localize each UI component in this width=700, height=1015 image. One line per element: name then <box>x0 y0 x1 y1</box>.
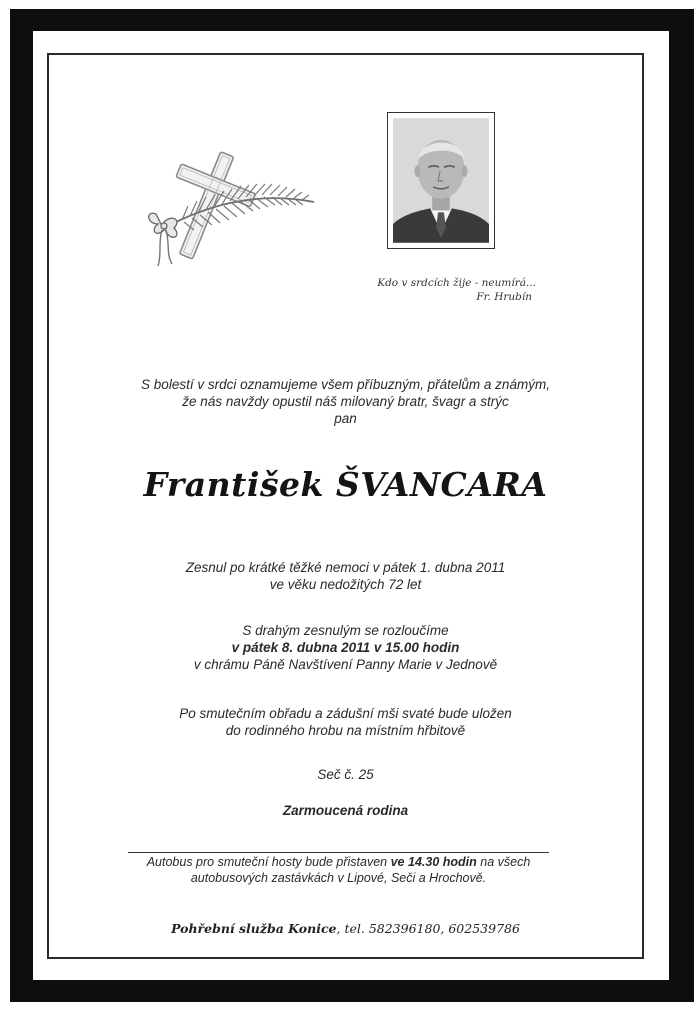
funeral-service-contact: , tel. 582396180, 602539786 <box>336 921 520 936</box>
bus-notice-line-1 <box>128 854 549 870</box>
farewell-line-1: S drahým zesnulým se rozloučíme <box>242 623 449 638</box>
cross-palm-icon <box>142 150 320 270</box>
bus-notice <box>128 854 549 886</box>
farewell-info <box>47 622 644 673</box>
death-line-1: Zesnul po krátké těžké nemoci v pátek 1. dubna 2011 <box>185 560 506 575</box>
bus-notice-line-2: autobusových zastávkách v Lipové, Seči a Hrochově. <box>190 871 487 885</box>
bus-notice-text: Autobus pro smuteční hosty bude přistaven <box>146 855 391 869</box>
burial-line-1: Po smutečním obřadu a zádušní mši svaté bude uložen <box>179 706 512 721</box>
bus-notice-time: ve 14.30 hodin <box>390 855 477 869</box>
motto-quote: Kdo v srdcích žije - neumírá... <box>377 277 536 289</box>
signature: Zarmoucená rodina <box>282 803 409 818</box>
bus-notice-text-end: na všech <box>476 855 531 869</box>
funeral-service <box>47 921 644 936</box>
burial-info <box>47 705 644 739</box>
farewell-location: v chrámu Páně Navštívení Panny Marie v Jednově <box>193 657 498 672</box>
death-info <box>47 559 644 593</box>
address: Seč č. 25 <box>317 767 374 782</box>
announcement-line-2: že nás navždy opustil náš milovaný bratr, švagr a strýc <box>182 394 509 409</box>
announcement-line-3: pan <box>334 411 357 426</box>
announcement-line-1: S bolestí v srdci oznamujeme všem příbuzným, přátelům a známým, <box>141 377 550 392</box>
farewell-date-time: v pátek 8. dubna 2011 v 15.00 hodin <box>231 640 460 655</box>
death-line-2: ve věku nedožitých 72 let <box>269 577 422 592</box>
announcement-text <box>47 376 644 427</box>
burial-line-2: do rodinného hrobu na místním hřbitově <box>225 723 466 738</box>
motto <box>300 277 536 303</box>
portrait-photo <box>393 118 489 243</box>
motto-author: Fr. Hrubín <box>476 291 532 303</box>
inner-frame <box>47 53 644 959</box>
portrait-frame <box>387 112 495 249</box>
funeral-service-name: Pohřební služba Konice <box>171 921 337 936</box>
divider-line <box>128 852 549 853</box>
deceased-name: František ŠVANCARA <box>143 465 548 504</box>
